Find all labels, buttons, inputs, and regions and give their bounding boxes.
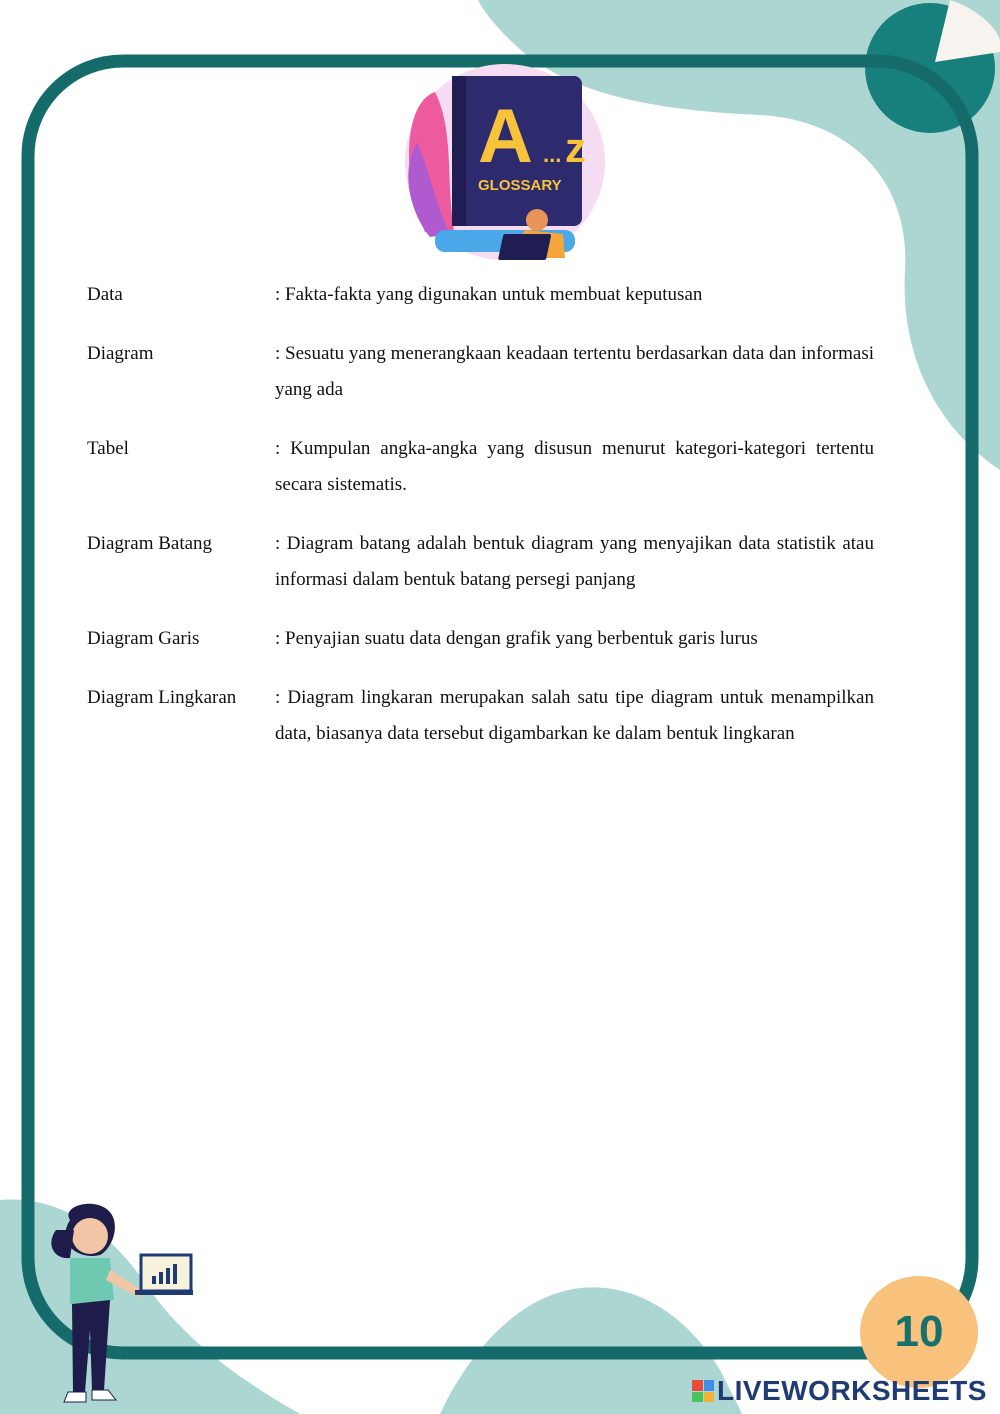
liveworksheets-logo-icon [692, 1380, 714, 1402]
glossary-term: Diagram Lingkaran [87, 687, 237, 708]
glossary-definition: : Penyajian suatu data dengan grafik yang berbentuk garis lurus [275, 628, 758, 649]
logo-dots: ... [543, 142, 562, 167]
brand-name: LIVEWORKSHEETS [717, 1375, 987, 1406]
glossary-entry [87, 336, 874, 408]
glossary-term: Diagram Batang [87, 533, 213, 554]
logo-big-letter: A [478, 94, 533, 179]
glossary-definition: : Diagram batang adalah bentuk diagram yang menyajikan data statistik atau informasi dalam bentuk batang persegi panjang [275, 533, 874, 590]
glossary-entry [87, 526, 874, 598]
glossary-book-illustration [395, 62, 610, 267]
girl-with-chart-illustration [40, 1200, 200, 1414]
page-number-badge [860, 1276, 978, 1388]
liveworksheets-brand [692, 1374, 987, 1408]
glossary-entry [87, 277, 874, 313]
glossary-entry [87, 680, 874, 752]
glossary-definition: : Diagram lingkaran merupakan salah satu tipe diagram untuk menampilkan data, biasanya data tersebut digambarkan ke dalam bentuk lingkaran [275, 687, 874, 744]
logo-small-letter: z [565, 124, 586, 171]
glossary-entry [87, 431, 874, 503]
glossary-entry [87, 621, 874, 657]
glossary-term: Data [87, 284, 123, 305]
glossary-list [87, 277, 874, 775]
glossary-definition: : Fakta-fakta yang digunakan untuk membuat keputusan [275, 284, 703, 305]
glossary-definition: : Kumpulan angka-angka yang disusun menurut kategori-kategori tertentu secara sistematis. [275, 438, 874, 495]
logo-label: GLOSSARY [478, 177, 562, 194]
page-number: 10 [894, 1307, 944, 1356]
glossary-definition: : Sesuatu yang menerangkaan keadaan tertentu berdasarkan data dan informasi yang ada [275, 343, 874, 400]
glossary-term: Diagram Garis [87, 628, 200, 649]
glossary-term: Tabel [87, 438, 129, 459]
glossary-term: Diagram [87, 343, 154, 364]
